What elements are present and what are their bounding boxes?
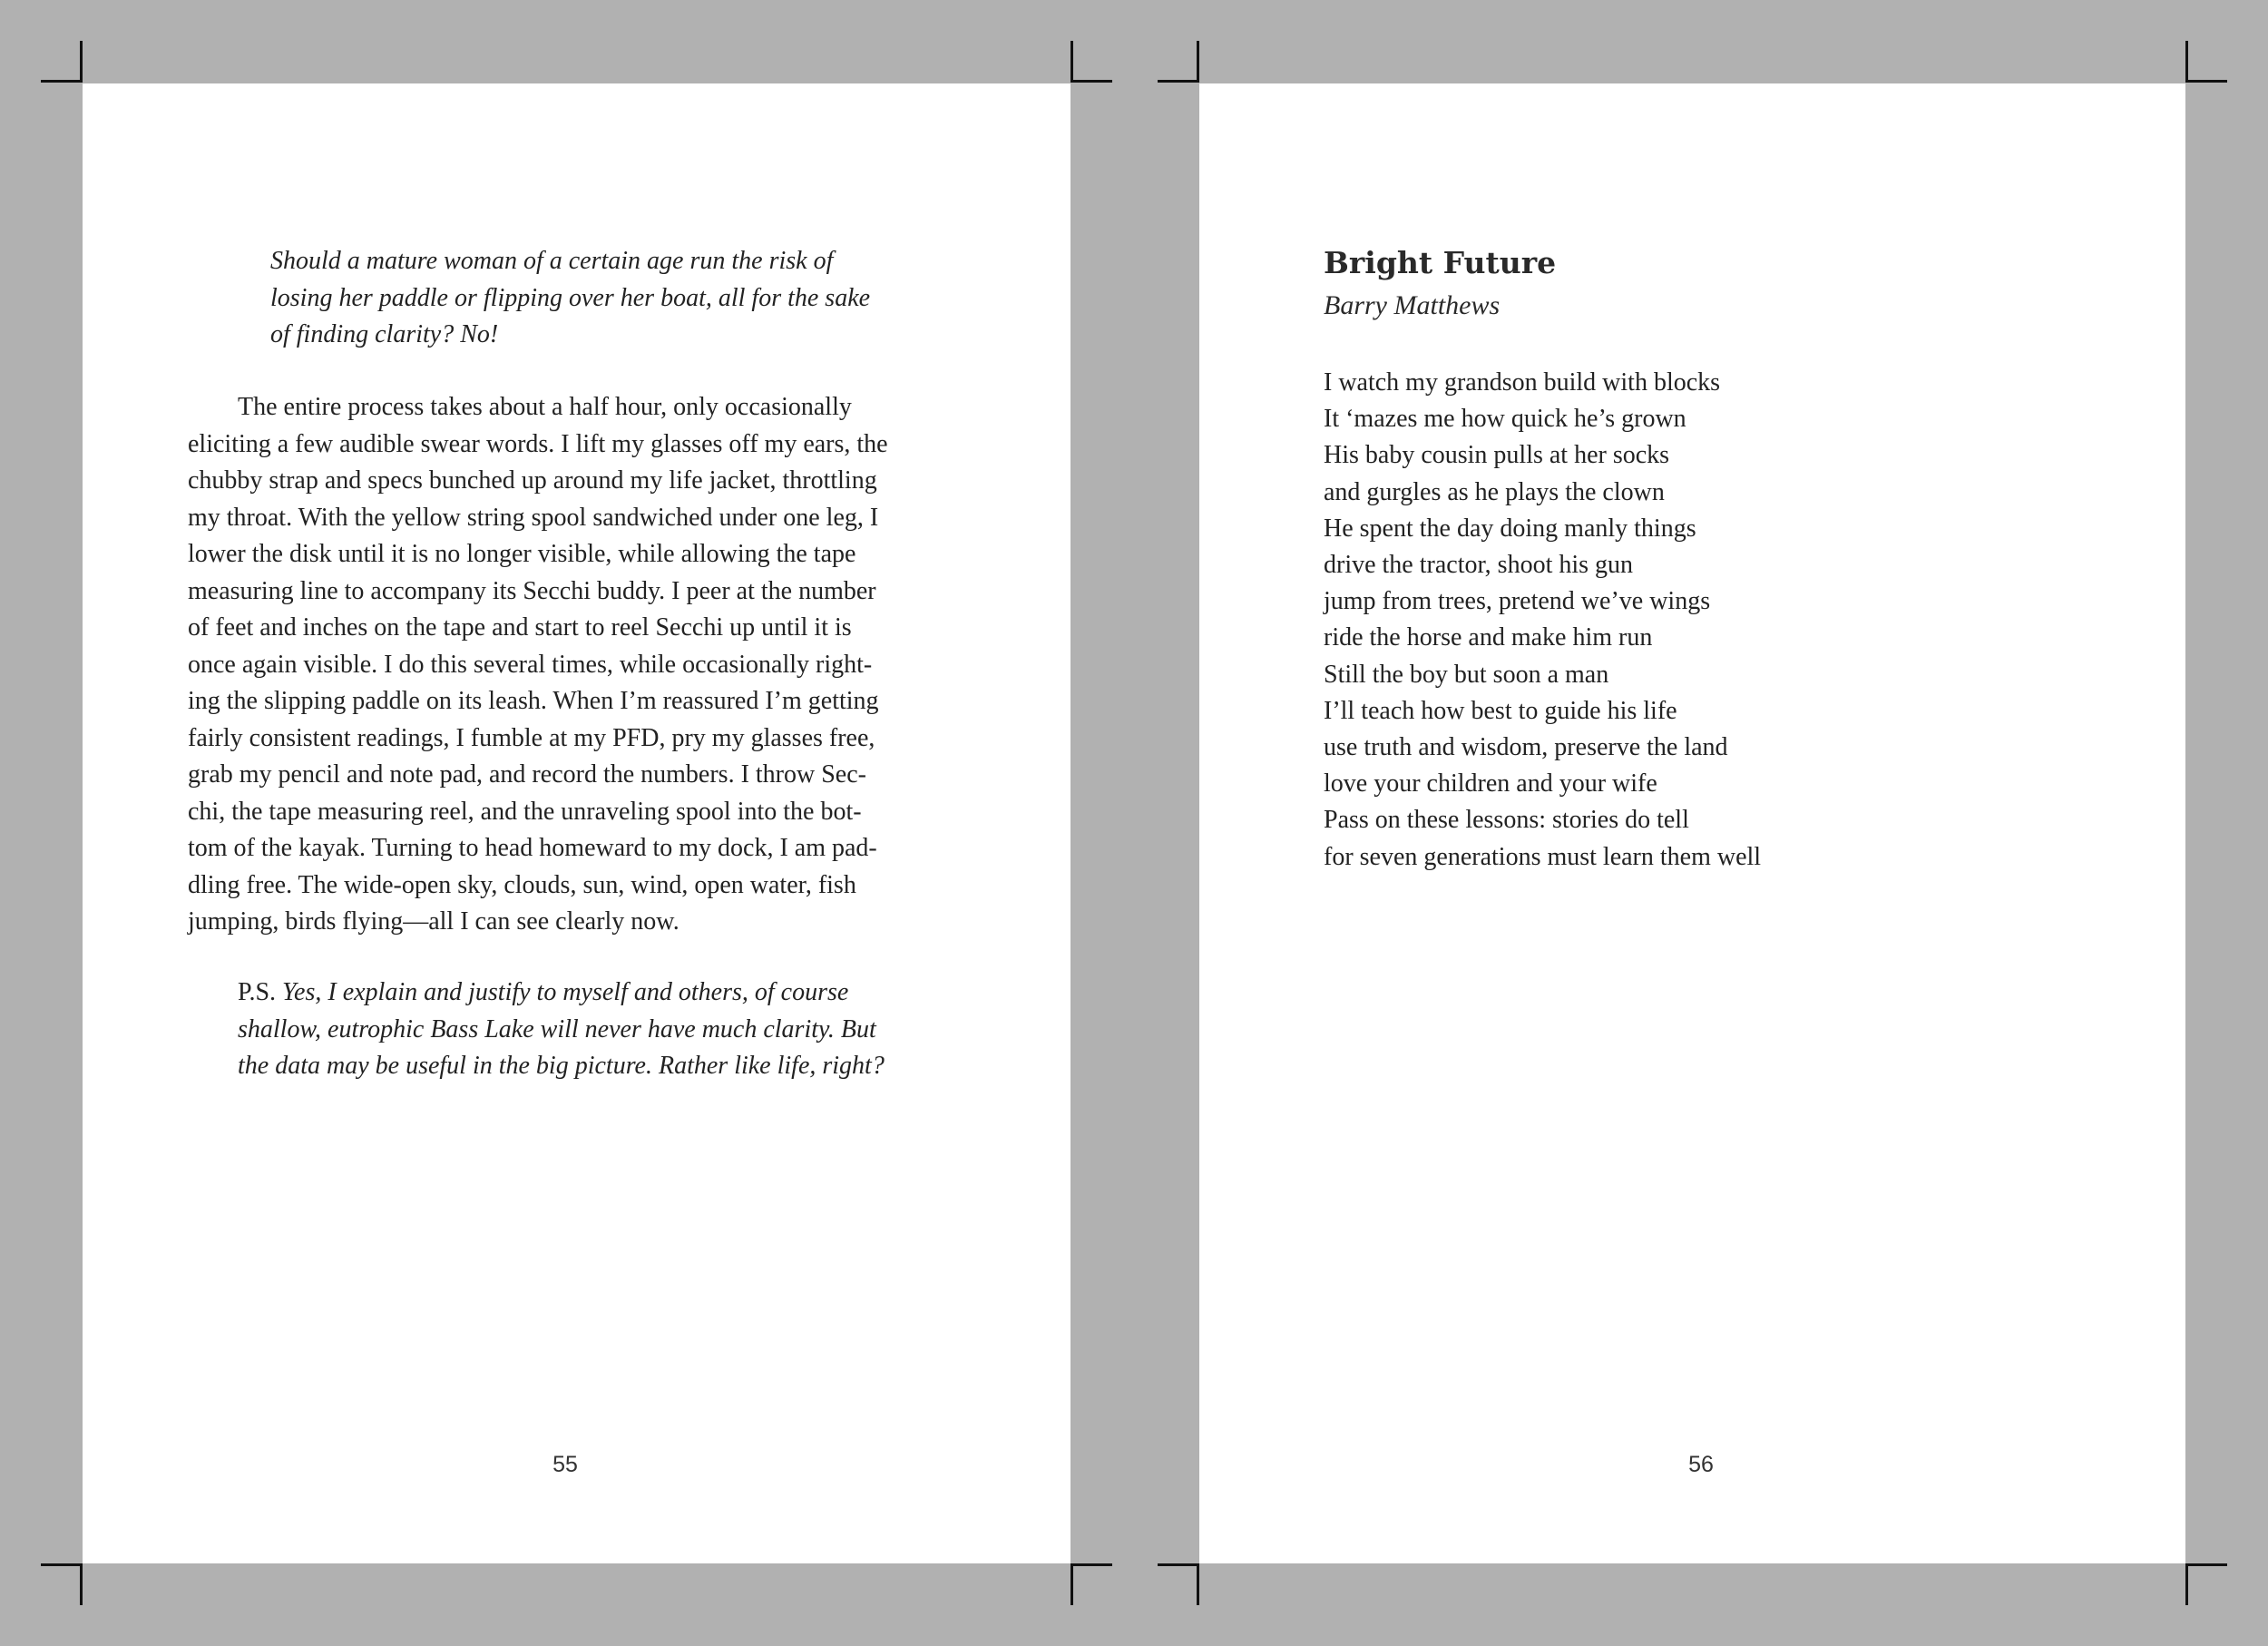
crop-mark [2185,41,2188,83]
page-number: 56 [1688,1452,1714,1477]
poem-line: I watch my grandson build with blocks [1324,368,1721,397]
page-number: 55 [552,1452,578,1477]
poem-line: and gurgles as he plays the clown [1324,477,1665,506]
poem-line: His baby cousin pulls at her socks [1324,441,1670,470]
epigraph-line: losing her paddle or flipping over her boat, all for the sake [270,283,871,312]
body-line: tom of the kayak. Turning to head homeward to my dock, I am pad- [188,834,877,862]
epigraph-line: Should a mature woman of a certain age run the risk of [270,247,834,275]
crop-mark [1070,1563,1112,1566]
body-line: grab my pencil and note pad, and record the numbers. I throw Sec- [188,760,866,789]
epigraph [270,243,996,354]
body-paragraph [188,389,1036,941]
poem-line: Pass on these lessons: stories do tell [1324,806,1689,835]
body-line: dling free. The wide-open sky, clouds, sun, wind, open water, fish [188,870,856,899]
postscript-prefix: P.S. [238,978,277,1006]
body-line: ing the slipping paddle on its leash. When I’m reassured I’m getting [188,687,879,715]
postscript [238,975,1018,1085]
body-line: eliciting a few audible swear words. I lift my glasses off my ears, the [188,429,888,458]
poem-body [1324,365,1761,876]
crop-mark [1158,1563,1199,1566]
crop-mark [1070,41,1073,83]
body-line: chubby strap and specs bunched up around my life jacket, throttling [188,466,877,495]
poem-line: ride the horse and make him run [1324,623,1653,652]
postscript-line: Yes, I explain and justify to myself and others, of course [282,978,849,1006]
crop-mark [1070,80,1112,83]
body-line: my throat. With the yellow string spool sandwiched under one leg, I [188,503,879,532]
crop-mark [80,41,83,83]
poem-line: jump from trees, pretend we’ve wings [1324,587,1711,616]
body-line: lower the disk until it is no longer visible, while allowing the tape [188,540,856,568]
poem-line: Still the boy but soon a man [1324,660,1609,689]
poem-line: use truth and wisdom, preserve the land [1324,733,1728,762]
body-line: jumping, birds flying—all I can see clearly now. [188,907,679,936]
poem-line: drive the tractor, shoot his gun [1324,551,1634,580]
postscript-line: shallow, eutrophic Bass Lake will never have much clarity. But [238,1014,876,1043]
poem-line: It ‘mazes me how quick he’s grown [1324,405,1686,434]
body-line: measuring line to accompany its Secchi buddy. I peer at the number [188,576,876,605]
body-line: The entire process takes about a half hour, only occasionally [238,393,852,421]
crop-mark [2185,1563,2227,1566]
body-line: fairly consistent readings, I fumble at my PFD, pry my glasses free, [188,723,875,752]
crop-mark [1197,1563,1199,1605]
crop-mark [41,80,83,83]
page-left [83,83,1070,1563]
epigraph-line: of finding clarity? No! [270,320,499,348]
crop-mark [1197,41,1199,83]
crop-mark [80,1563,83,1605]
poem-line: He spent the day doing manly things [1324,514,1696,543]
crop-mark [1158,80,1199,83]
body-line: chi, the tape measuring reel, and the unraveling spool into the bot- [188,797,862,826]
body-line: once again visible. I do this several times, while occasionally right- [188,650,873,679]
crop-mark [2185,1563,2188,1605]
body-line: of feet and inches on the tape and start to reel Secchi up until it is [188,613,852,642]
poem-author: Barry Matthews [1324,290,1501,320]
crop-mark [1070,1563,1073,1605]
poem-title: Bright Future [1324,245,1557,280]
poem-line: I’ll teach how best to guide his life [1324,696,1677,725]
page-right [1199,83,2185,1563]
crop-mark [2185,80,2227,83]
postscript-line: the data may be useful in the big picture. Rather like life, right? [238,1052,885,1080]
poem-line: for seven generations must learn them well [1324,842,1762,871]
poem-line: love your children and your wife [1324,769,1657,799]
crop-mark [41,1563,83,1566]
